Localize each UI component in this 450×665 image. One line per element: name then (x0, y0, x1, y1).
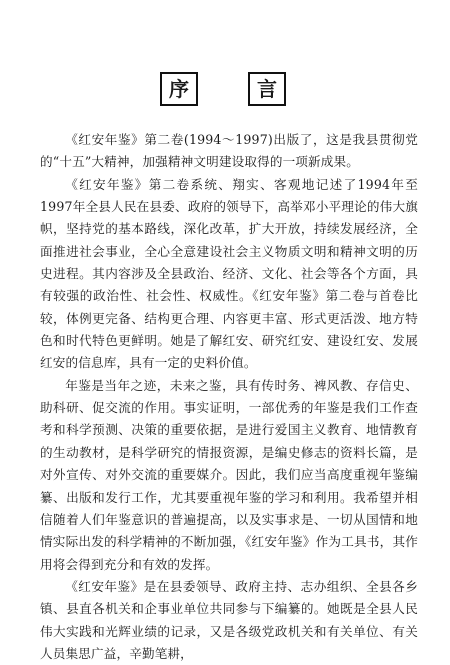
title-char-1: 序 (169, 77, 189, 101)
title-char-box-2 (248, 72, 286, 106)
paragraph-2: 《红安年鉴》第二卷系统、翔实、客观地记述了1994年至1997年全县人民在县委、政府的领导下，高举邓小平理论的伟大旗帜，坚持党的基本路线，深化改革，扩大开放，持续发展经济，全面推进社会事业，全心全意建设社会主义物质文明和精神文明的历史进程。其内容涉及全县政治、经济、文化、社会等各个方面，具有较强的政治性、社会性、权威性。《红安年鉴》第二卷与首卷比较，体例更完备、结构更合理、内容更丰富、形式更活泼、地方特色和时代特色更鲜明。她是了解红安、研究红安、建设红安、发展红安的信息库，具有一定的史料价值。 (40, 176, 418, 371)
paragraph-3: 年鉴是当年之迹，未来之鉴，具有传时务、裨风教、存信史、助科研、促交流的作用。事实证明，一部优秀的年鉴是我们工作查考和科学预测、决策的重要依据，是进行爱国主义教育、地情教育的生动教材，是科学研究的情报资源，是编史修志的资料长篇，是对外宣传、对外交流的重要媒介。因此，我们应当高度重视年鉴编纂、出版和发行工作，尤其要重视年鉴的学习和利用。我希望并相信随着人们年鉴意识的普遍提高，以及实事求是、一切从国情和地情实际出发的科学精神的不断加强，《红安年鉴》作为工具书，其作用将会得到充分和有效的发挥。 (40, 377, 418, 572)
preface-title (0, 72, 450, 112)
title-char-box-1 (160, 72, 198, 106)
title-char-2: 言 (257, 77, 277, 101)
preface-body (40, 129, 418, 665)
paragraph-4: 《红安年鉴》是在县委领导、政府主持、志办组织、全县各乡镇、县直各机关和企事业单位共同参与下编纂的。她既是全县人民伟大实践和光辉业绩的记录，又是各级党政机关和有关单位、有关人员集思广益，辛勤笔耕， (40, 578, 418, 661)
paragraph-1: 《红安年鉴》第二卷(1994～1997)出版了，这是我县贯彻党的“十五”大精神，加强精神文明建设取得的一项新成果。 (40, 132, 418, 170)
